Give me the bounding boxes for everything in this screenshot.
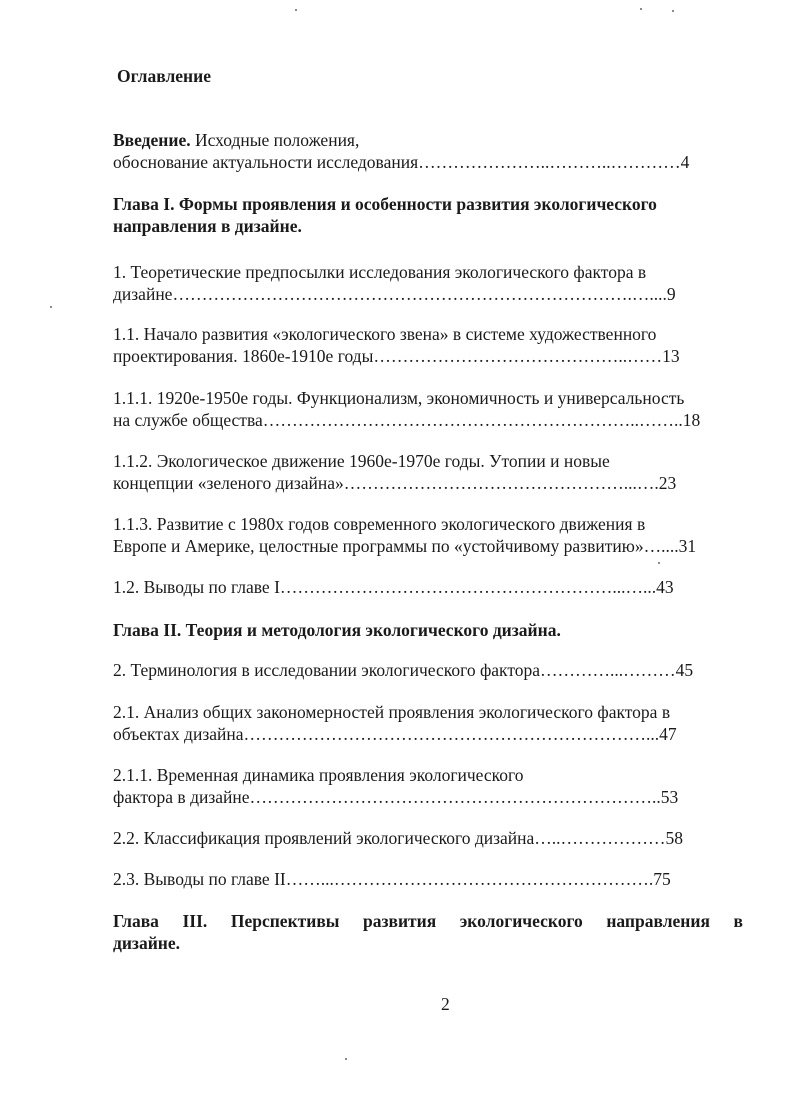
toc-entry-1-1-line1: 1.1. Начало развития «экологического звена» в системе художественного: [113, 324, 657, 344]
toc-entry-2-1-1-line2: фактора в дизайне……………………………………………………………..53: [113, 787, 679, 807]
toc-entry-1-1-line2: проектирования. 1860е-1910е годы……………………………………..……13: [113, 346, 680, 366]
toc-entry-1-1-1-line2: на службе общества………………………………………………………..……..18: [113, 410, 701, 430]
toc-title: Оглавление: [117, 66, 211, 86]
scan-speck: [658, 562, 660, 564]
toc-entry-intro-line2: обоснование актуальности исследования…………………..………..…………4: [113, 152, 690, 172]
scan-speck: [672, 10, 674, 12]
scan-speck: [295, 9, 297, 11]
chapter3-word: Перспективы: [230, 911, 340, 931]
intro-bold-label: Введение.: [113, 130, 191, 150]
toc-entry-intro-line1: [113, 130, 359, 151]
toc-entry-1-1-2-line1: 1.1.2. Экологическое движение 1960е-1970е годы. Утопии и новые: [113, 451, 610, 471]
chapter3-word: III.: [182, 911, 208, 931]
toc-entry-1-2: 1.2. Выводы по главе I…………………………………………………...…...43: [113, 577, 674, 597]
chapter3-word: развития: [363, 911, 437, 931]
toc-entry-2-1-line1: 2.1. Анализ общих закономерностей проявления экологического фактора в: [113, 702, 671, 722]
toc-entry-2-2: 2.2. Классификация проявлений экологического дизайна…..………………58: [113, 828, 684, 848]
toc-entry-2-1-line2: объектах дизайна……………………………………………………………...47: [113, 724, 677, 744]
toc-entry-1-1-2-line2: концепции «зеленого дизайна»…………………………………………...….23: [113, 473, 677, 493]
scan-speck: [345, 1058, 347, 1060]
intro-line1-text: Исходные положения,: [190, 130, 360, 150]
chapter3-word: экологического: [459, 911, 583, 931]
page-number: 2: [441, 994, 450, 1014]
chapter1-heading-line2: направления в дизайне.: [113, 216, 302, 236]
chapter3-heading-line1: [113, 910, 743, 932]
toc-entry-2-1-1-line1: 2.1.1. Временная динамика проявления экологического: [113, 765, 524, 785]
toc-entry-1-1-3-line1: 1.1.3. Развитие с 1980х годов современного экологического движения в: [113, 514, 646, 534]
toc-entry-1-line2: дизайне…………………………………………………………………….…....9: [113, 284, 676, 304]
chapter3-word: направления: [606, 911, 710, 931]
toc-entry-1-1-1-line1: 1.1.1. 1920е-1950е годы. Функционализм, экономичность и универсальность: [113, 388, 685, 408]
chapter3-word: в: [733, 911, 743, 931]
chapter1-heading-line1: Глава I. Формы проявления и особенности развития экологического: [113, 194, 657, 214]
toc-entry-1-line1: 1. Теоретические предпосылки исследования экологического фактора в: [113, 262, 647, 282]
toc-entry-2-3: 2.3. Выводы по главе II……...……………………………………………….75: [113, 869, 671, 889]
scan-speck: [50, 306, 52, 308]
toc-entry-2: 2. Терминология в исследовании экологического фактора…………...………45: [113, 660, 694, 680]
chapter3-word: Глава: [113, 911, 159, 931]
chapter2-heading: Глава II. Теория и методология экологического дизайна.: [113, 620, 561, 640]
chapter3-heading-line2: дизайне.: [113, 933, 181, 953]
toc-entry-1-1-3-line2: Европе и Америке, целостные программы по «устойчивому развитию»…....31: [113, 536, 697, 556]
scan-speck: [640, 8, 642, 10]
chapter3-heading: [113, 910, 743, 954]
